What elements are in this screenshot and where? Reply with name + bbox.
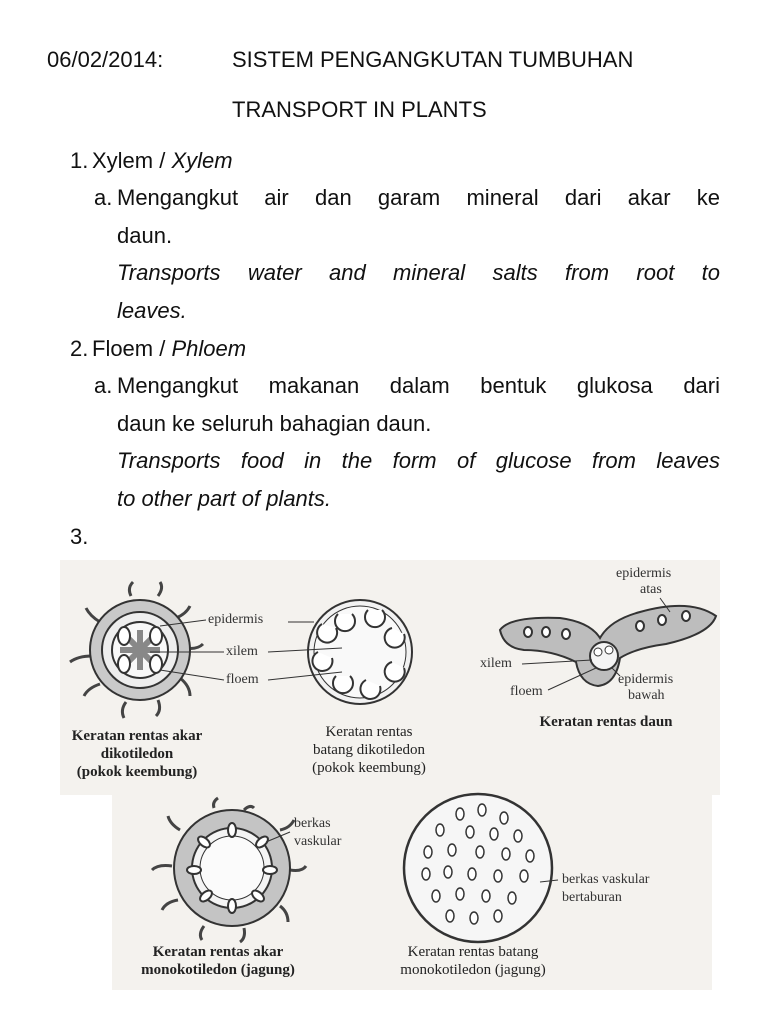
leaf-diagram — [500, 598, 716, 690]
caption-dicot-stem-line3: (pokok keembung) — [312, 760, 426, 776]
caption-monocot-stem-line1: Keratan rentas batang — [407, 944, 539, 960]
title-malay: SISTEM PENGANGKUTAN TUMBUHAN — [232, 47, 634, 72]
item-1-label-malay: Xylem / — [92, 148, 166, 173]
item-2a-letter: a. — [94, 373, 113, 398]
label-xilem: xilem — [226, 644, 258, 659]
caption-dicot-root-line1: Keratan rentas akar — [71, 728, 203, 744]
dicot-root-diagram — [70, 582, 224, 718]
label-berkas-line2: vaskular — [294, 834, 342, 849]
label-berkas-line1: berkas — [294, 816, 331, 831]
monocot-stem-diagram — [404, 794, 558, 942]
item-2a-english-line2: to other part of plants. — [117, 486, 332, 511]
label-epidermis-bawah-line1: epidermis — [618, 672, 674, 687]
label-leaf-floem: floem — [510, 684, 543, 699]
item-2a-english-line1: Transports food in the form of glucose from leaves — [117, 448, 720, 473]
caption-monocot-stem-line2: monokotiledon (jagung) — [400, 962, 546, 978]
item-2-label-english: Phloem — [171, 336, 247, 361]
title-english: TRANSPORT IN PLANTS — [232, 97, 487, 122]
monocot-root-diagram — [152, 798, 306, 942]
label-epidermis-bawah-line2: bawah — [628, 688, 665, 703]
item-1-label-english: Xylem — [171, 148, 233, 173]
caption-dicot-root-line3: (pokok keembung) — [76, 764, 198, 780]
caption-monocot-root-line1: Keratan rentas akar — [152, 944, 284, 960]
item-1-number: 1. — [70, 148, 89, 173]
item-2-number: 2. — [70, 336, 89, 361]
label-berkas-bertaburan-line2: bertaburan — [562, 890, 622, 905]
caption-dicot-stem-line2: batang dikotiledon — [312, 742, 426, 758]
caption-leaf: Keratan rentas daun — [539, 714, 673, 730]
item-1a-text-line2: daun. — [117, 223, 173, 248]
item-3-number: 3. — [70, 524, 89, 549]
caption-dicot-root-line2: dikotiledon — [100, 746, 174, 762]
dicot-stem-diagram — [268, 600, 412, 704]
item-1a-letter: a. — [94, 185, 113, 210]
caption-dicot-stem-line1: Keratan rentas — [325, 724, 413, 740]
item-2-label-malay: Floem / — [92, 336, 166, 361]
label-berkas-bertaburan-line1: berkas vaskular — [562, 872, 650, 887]
caption-monocot-root-line2: monokotiledon (jagung) — [141, 962, 295, 978]
label-leaf-xilem: xilem — [480, 656, 512, 671]
item-1a-text-line1: Mengangkut air dan garam mineral dari akar ke — [117, 185, 720, 210]
label-epidermis: epidermis — [208, 612, 264, 627]
item-1a-english-line2: leaves. — [117, 298, 187, 323]
label-epidermis-atas-line1: epidermis — [616, 566, 672, 581]
item-2a-text-line1: Mengangkut makanan dalam bentuk glukosa dari — [117, 373, 720, 398]
document-date: 06/02/2014: — [47, 47, 164, 72]
label-floem: floem — [226, 672, 259, 687]
label-epidermis-atas-line2: atas — [640, 582, 662, 597]
item-1a-english-line1: Transports water and mineral salts from root to — [117, 260, 720, 285]
item-2a-text-line2: daun ke seluruh bahagian daun. — [117, 411, 432, 436]
